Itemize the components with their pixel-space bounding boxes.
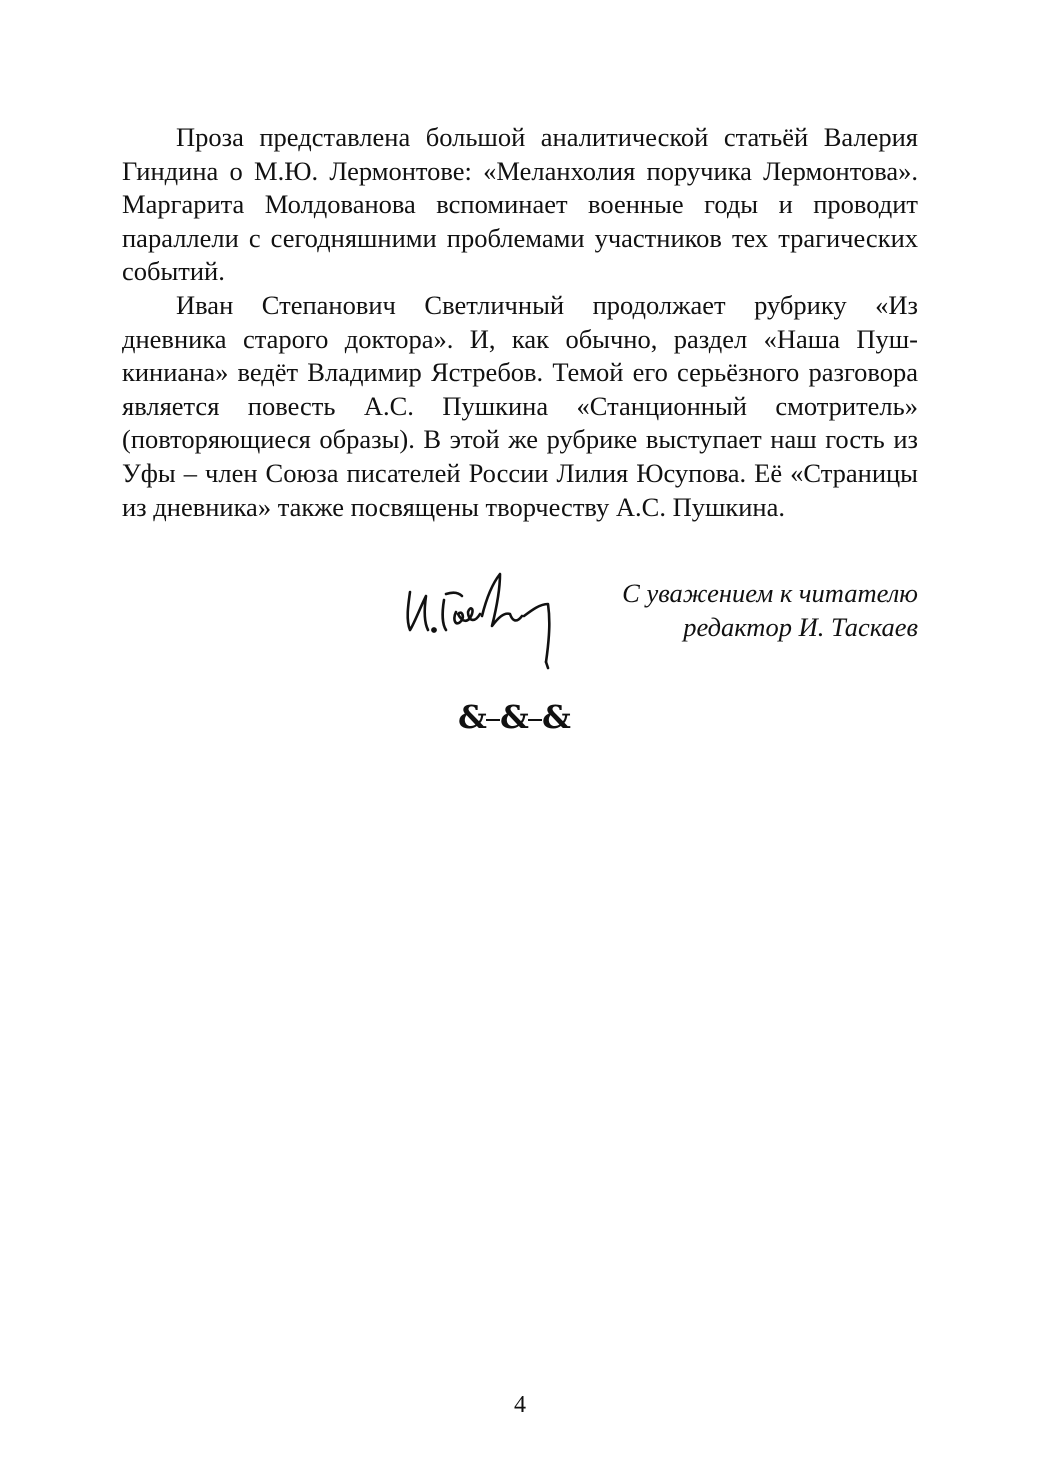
paragraph-2: Иван Степанович Светличный продолжает рубрику «Из дневника старого доктора». И, как обычно, раздел «Наша Пушкиниана» ведёт Владимир Ястребов. Темой его серьёзного разговора является повесть А.С. Пушкина «Станционный смотритель» (повторяющиеся образы). В этой же рубрике выступает наш гость из Уфы – член Союза писателей России Лилия Юсупова. Её «Страницы из дневника» также посвящены творчеству А.С. Пушкина. xyxy=(122,289,918,522)
page-number: 4 xyxy=(514,1392,526,1418)
body-text xyxy=(122,121,918,524)
svg-text:&: & xyxy=(458,698,487,736)
paragraph-1: Проза представлена большой аналитической статьёй Валерия Гиндина о М.Ю. Лермонтове: «Меланхолия поручика Лермонтова». Маргарита Молдованова вспоминает военные годы и проводит параллели с сегодняшними проблемами участников тех трагических событий. xyxy=(122,122,918,287)
ampersand-ornament-icon xyxy=(456,698,586,738)
closing-block xyxy=(622,577,918,644)
closing-editor: редактор И. Таскаев xyxy=(683,611,918,642)
svg-text:&: & xyxy=(500,698,529,736)
closing-salutation: С уважением к читателю xyxy=(622,578,918,608)
svg-text:&: & xyxy=(542,698,571,736)
signature-icon xyxy=(400,570,570,670)
